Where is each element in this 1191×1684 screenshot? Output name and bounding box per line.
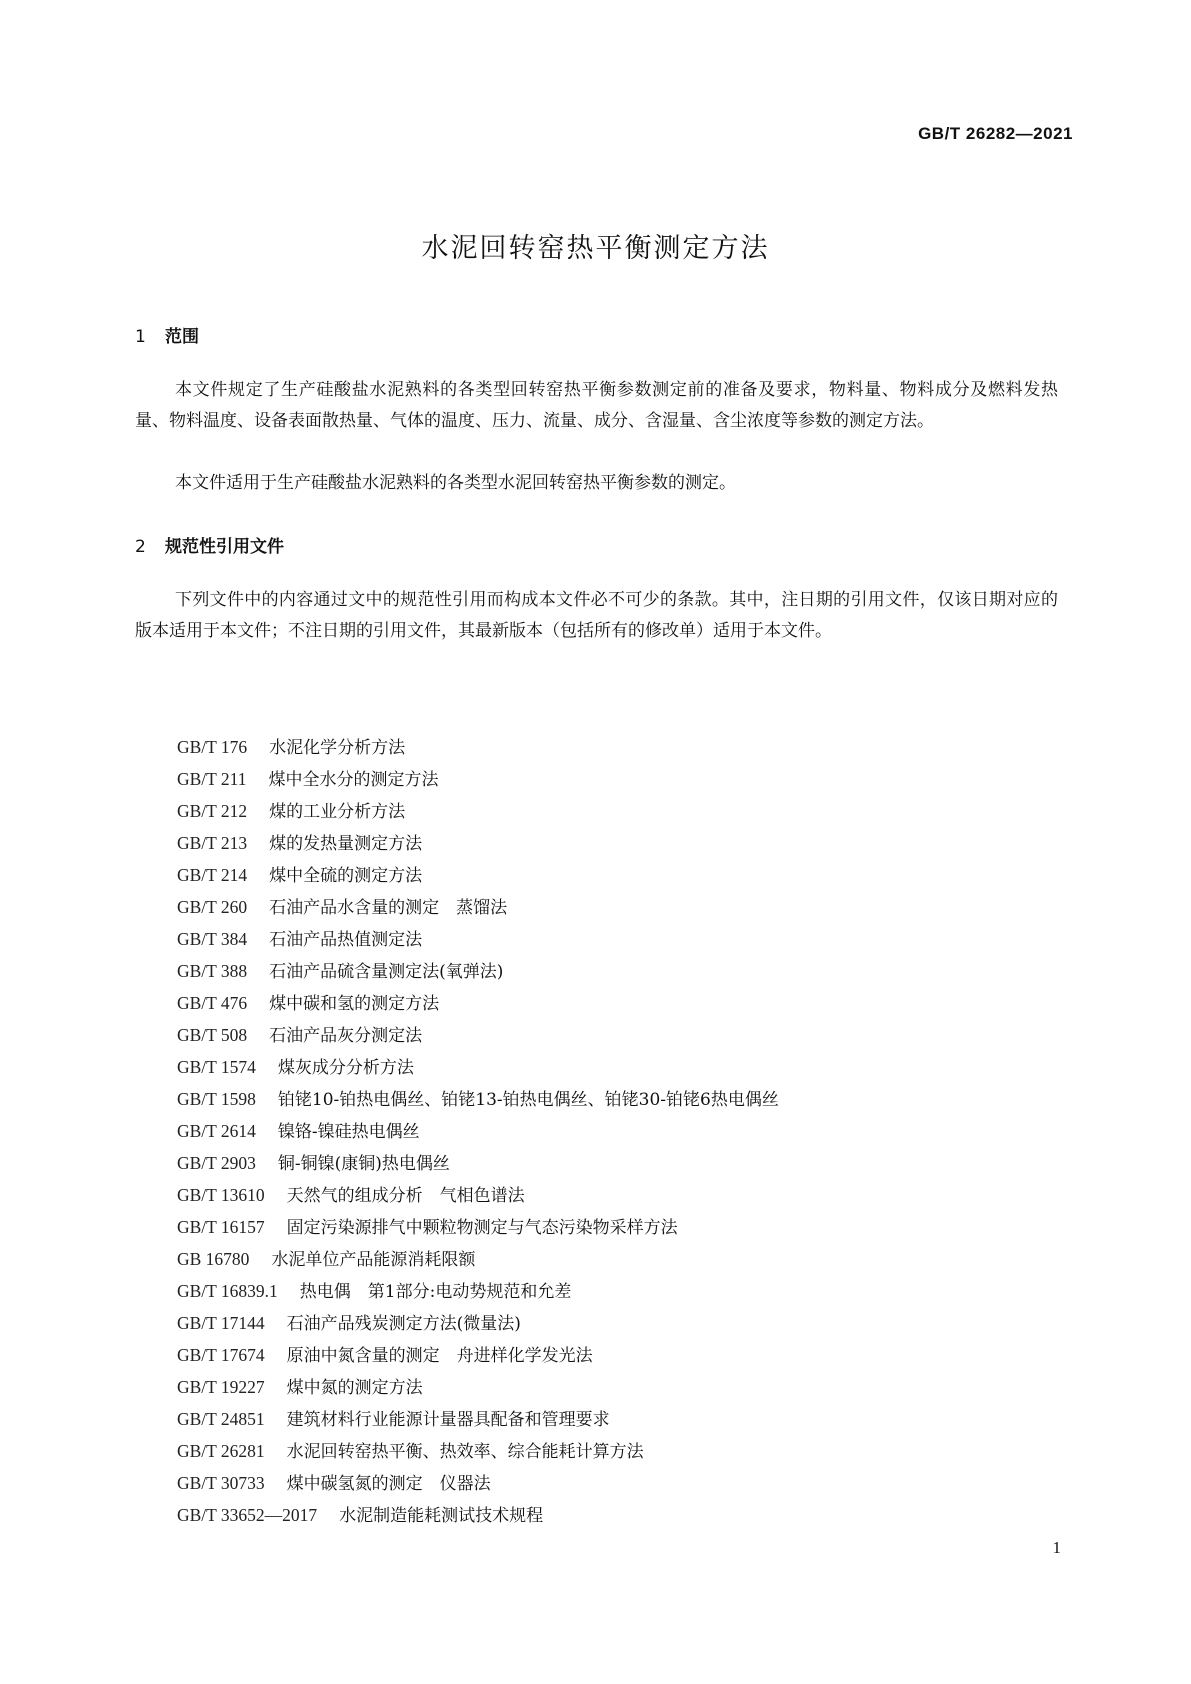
reference-title: 石油产品灰分测定法: [269, 1026, 423, 1046]
reference-item: [177, 1115, 1057, 1147]
reference-code: GB/T 16839.1: [177, 1281, 278, 1301]
reference-title: 镍铬-镍硅热电偶丝: [277, 1122, 420, 1142]
reference-code: GB/T 13610: [177, 1185, 265, 1205]
reference-item: [177, 763, 1057, 795]
reference-title: 水泥回转窑热平衡、热效率、综合能耗计算方法: [286, 1442, 644, 1462]
reference-item: [177, 1019, 1057, 1051]
reference-item: [177, 1339, 1057, 1371]
reference-item: [177, 1499, 1057, 1531]
section-number: 2: [135, 537, 146, 557]
reference-item: [177, 1211, 1057, 1243]
reference-title: 铜-铜镍(康铜)热电偶丝: [277, 1154, 450, 1174]
reference-title: 建筑材料行业能源计量器具配备和管理要求: [286, 1410, 610, 1430]
reference-item: [177, 1467, 1057, 1499]
reference-code: GB/T 260: [177, 897, 248, 917]
reference-item: [177, 1403, 1057, 1435]
reference-code: GB/T 16157: [177, 1217, 265, 1237]
reference-code: GB/T 17144: [177, 1313, 265, 1333]
reference-item: [177, 731, 1057, 763]
section-title: 规范性引用文件: [165, 537, 284, 557]
reference-item: [177, 1083, 1057, 1115]
reference-title: 煤中碳和氢的测定方法: [269, 994, 440, 1014]
reference-code: GB/T 2903: [177, 1153, 256, 1173]
reference-title: 原油中氮含量的测定 舟进样化学发光法: [286, 1346, 593, 1366]
reference-title: 石油产品硫含量测定法(氧弹法): [269, 962, 504, 982]
reference-item: [177, 1051, 1057, 1083]
section-title: 范围: [165, 327, 199, 347]
section-heading-scope: [135, 322, 199, 347]
reference-code: GB 16780: [177, 1249, 250, 1269]
reference-code: GB/T 33652—2017: [177, 1505, 318, 1525]
reference-code: GB/T 476: [177, 993, 248, 1013]
reference-item: [177, 955, 1057, 987]
reference-item: [177, 1275, 1057, 1307]
document-title: 水泥回转窑热平衡测定方法: [421, 233, 770, 264]
reference-code: GB/T 211: [177, 769, 247, 789]
reference-title: 煤中碳氢氮的测定 仪器法: [286, 1474, 491, 1494]
page-number: 1: [1052, 1538, 1061, 1557]
reference-title: 煤的工业分析方法: [269, 802, 406, 822]
reference-code: GB/T 388: [177, 961, 248, 981]
reference-title: 煤的发热量测定方法: [269, 834, 423, 854]
reference-code: GB/T 384: [177, 929, 248, 949]
reference-code: GB/T 1598: [177, 1089, 256, 1109]
reference-title: 水泥单位产品能源消耗限额: [271, 1250, 476, 1270]
reference-item: [177, 1371, 1057, 1403]
reference-title: 石油产品水含量的测定 蒸馏法: [269, 898, 508, 918]
reference-title: 固定污染源排气中颗粒物测定与气态污染物采样方法: [286, 1218, 678, 1238]
reference-code: GB/T 2614: [177, 1121, 256, 1141]
reference-title: 石油产品热值测定法: [269, 930, 423, 950]
reference-code: GB/T 214: [177, 865, 248, 885]
reference-code: GB/T 213: [177, 833, 248, 853]
reference-list: [177, 731, 1057, 1531]
reference-item: [177, 1307, 1057, 1339]
reference-item: [177, 1243, 1057, 1275]
reference-item: [177, 859, 1057, 891]
reference-title: 热电偶 第1部分:电动势规范和允差: [299, 1282, 572, 1302]
reference-code: GB/T 17674: [177, 1345, 265, 1365]
reference-title: 煤中全水分的测定方法: [268, 770, 439, 790]
reference-item: [177, 827, 1057, 859]
standard-number: GB/T 26282—2021: [918, 124, 1073, 143]
scope-paragraph-2: 本文件适用于生产硅酸盐水泥熟料的各类型水泥回转窑热平衡参数的测定。: [175, 473, 736, 493]
reference-title: 水泥化学分析方法: [269, 738, 406, 758]
reference-title: 天然气的组成分析 气相色谱法: [286, 1186, 525, 1206]
reference-code: GB/T 30733: [177, 1473, 265, 1493]
reference-code: GB/T 508: [177, 1025, 248, 1045]
reference-code: GB/T 24851: [177, 1409, 265, 1429]
reference-code: GB/T 212: [177, 801, 248, 821]
reference-code: GB/T 176: [177, 737, 248, 757]
references-intro-paragraph: 下列文件中的内容通过文中的规范性引用而构成本文件必不可少的条款。其中，注日期的引用文件，仅该日期对应的版本适用于本文件；不注日期的引用文件，其最新版本（包括所有的修改单）适用于本文件。: [135, 590, 1058, 641]
reference-item: [177, 795, 1057, 827]
reference-item: [177, 923, 1057, 955]
reference-code: GB/T 26281: [177, 1441, 265, 1461]
reference-item: [177, 1435, 1057, 1467]
reference-title: 铂铑10-铂热电偶丝、铂铑13-铂热电偶丝、铂铑30-铂铑6热电偶丝: [277, 1090, 779, 1110]
reference-item: [177, 1147, 1057, 1179]
reference-title: 水泥制造能耗测试技术规程: [339, 1506, 544, 1526]
reference-code: GB/T 19227: [177, 1377, 265, 1397]
reference-item: [177, 1179, 1057, 1211]
reference-title: 煤灰成分分析方法: [277, 1058, 414, 1078]
reference-title: 煤中全硫的测定方法: [269, 866, 423, 886]
reference-item: [177, 891, 1057, 923]
scope-paragraph-1: 本文件规定了生产硅酸盐水泥熟料的各类型回转窑热平衡参数测定前的准备及要求，物料量、物料成分及燃料发热量、物料温度、设备表面散热量、气体的温度、压力、流量、成分、含湿量、含尘浓度等参数的测定方法。: [135, 380, 1058, 431]
section-number: 1: [135, 327, 146, 347]
reference-title: 煤中氮的测定方法: [286, 1378, 423, 1398]
reference-item: [177, 987, 1057, 1019]
section-heading-normative-references: [135, 532, 284, 557]
reference-title: 石油产品残炭测定方法(微量法): [286, 1314, 521, 1334]
reference-code: GB/T 1574: [177, 1057, 256, 1077]
